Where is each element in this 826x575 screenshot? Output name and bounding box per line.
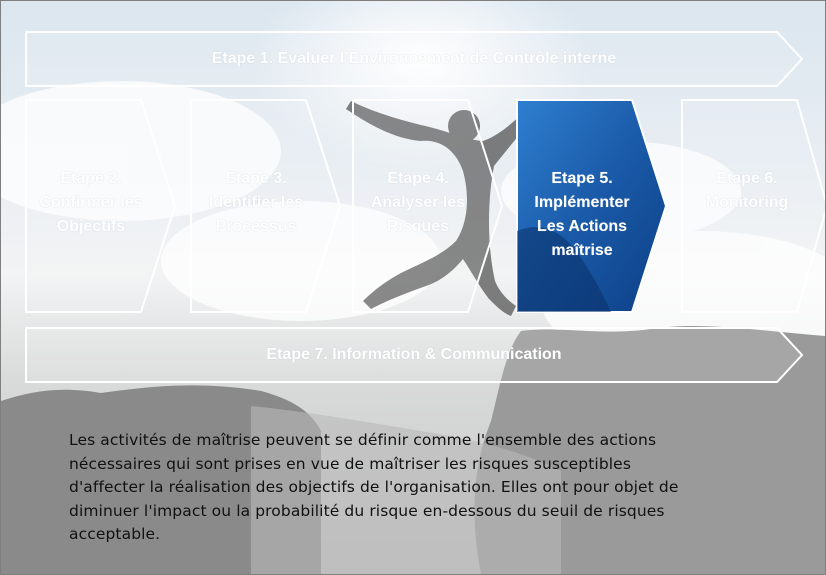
description-paragraph: Les activités de maîtrise peuvent se définir comme l'ensemble des actions nécessaires qui sont prises en vue de maîtriser les risques susceptibles d'affecter la réalisation des objectifs de l'organisation. Elles ont pour objet de diminuer l'impact ou la probabilité du risque en-dessous du seuil de risques acceptable. — [69, 431, 679, 543]
step4-label: Etape 4. Analyser les Risques — [370, 170, 466, 235]
step2-label: Etape 2. Confirmer les Objectifs — [39, 170, 143, 235]
step1-label: Etape 1. Evaluer l’Environnement de Contrôle interne — [211, 50, 617, 67]
step3-label: Etape 3. Identifier les Processus — [208, 170, 304, 235]
step7-label: Etape 7. Information & Communication — [266, 346, 562, 363]
step5-label: Etape 5. Implémenter Les Actions maîtrise — [534, 170, 630, 259]
step6-label: Etape 6. Monitoring — [705, 170, 789, 211]
